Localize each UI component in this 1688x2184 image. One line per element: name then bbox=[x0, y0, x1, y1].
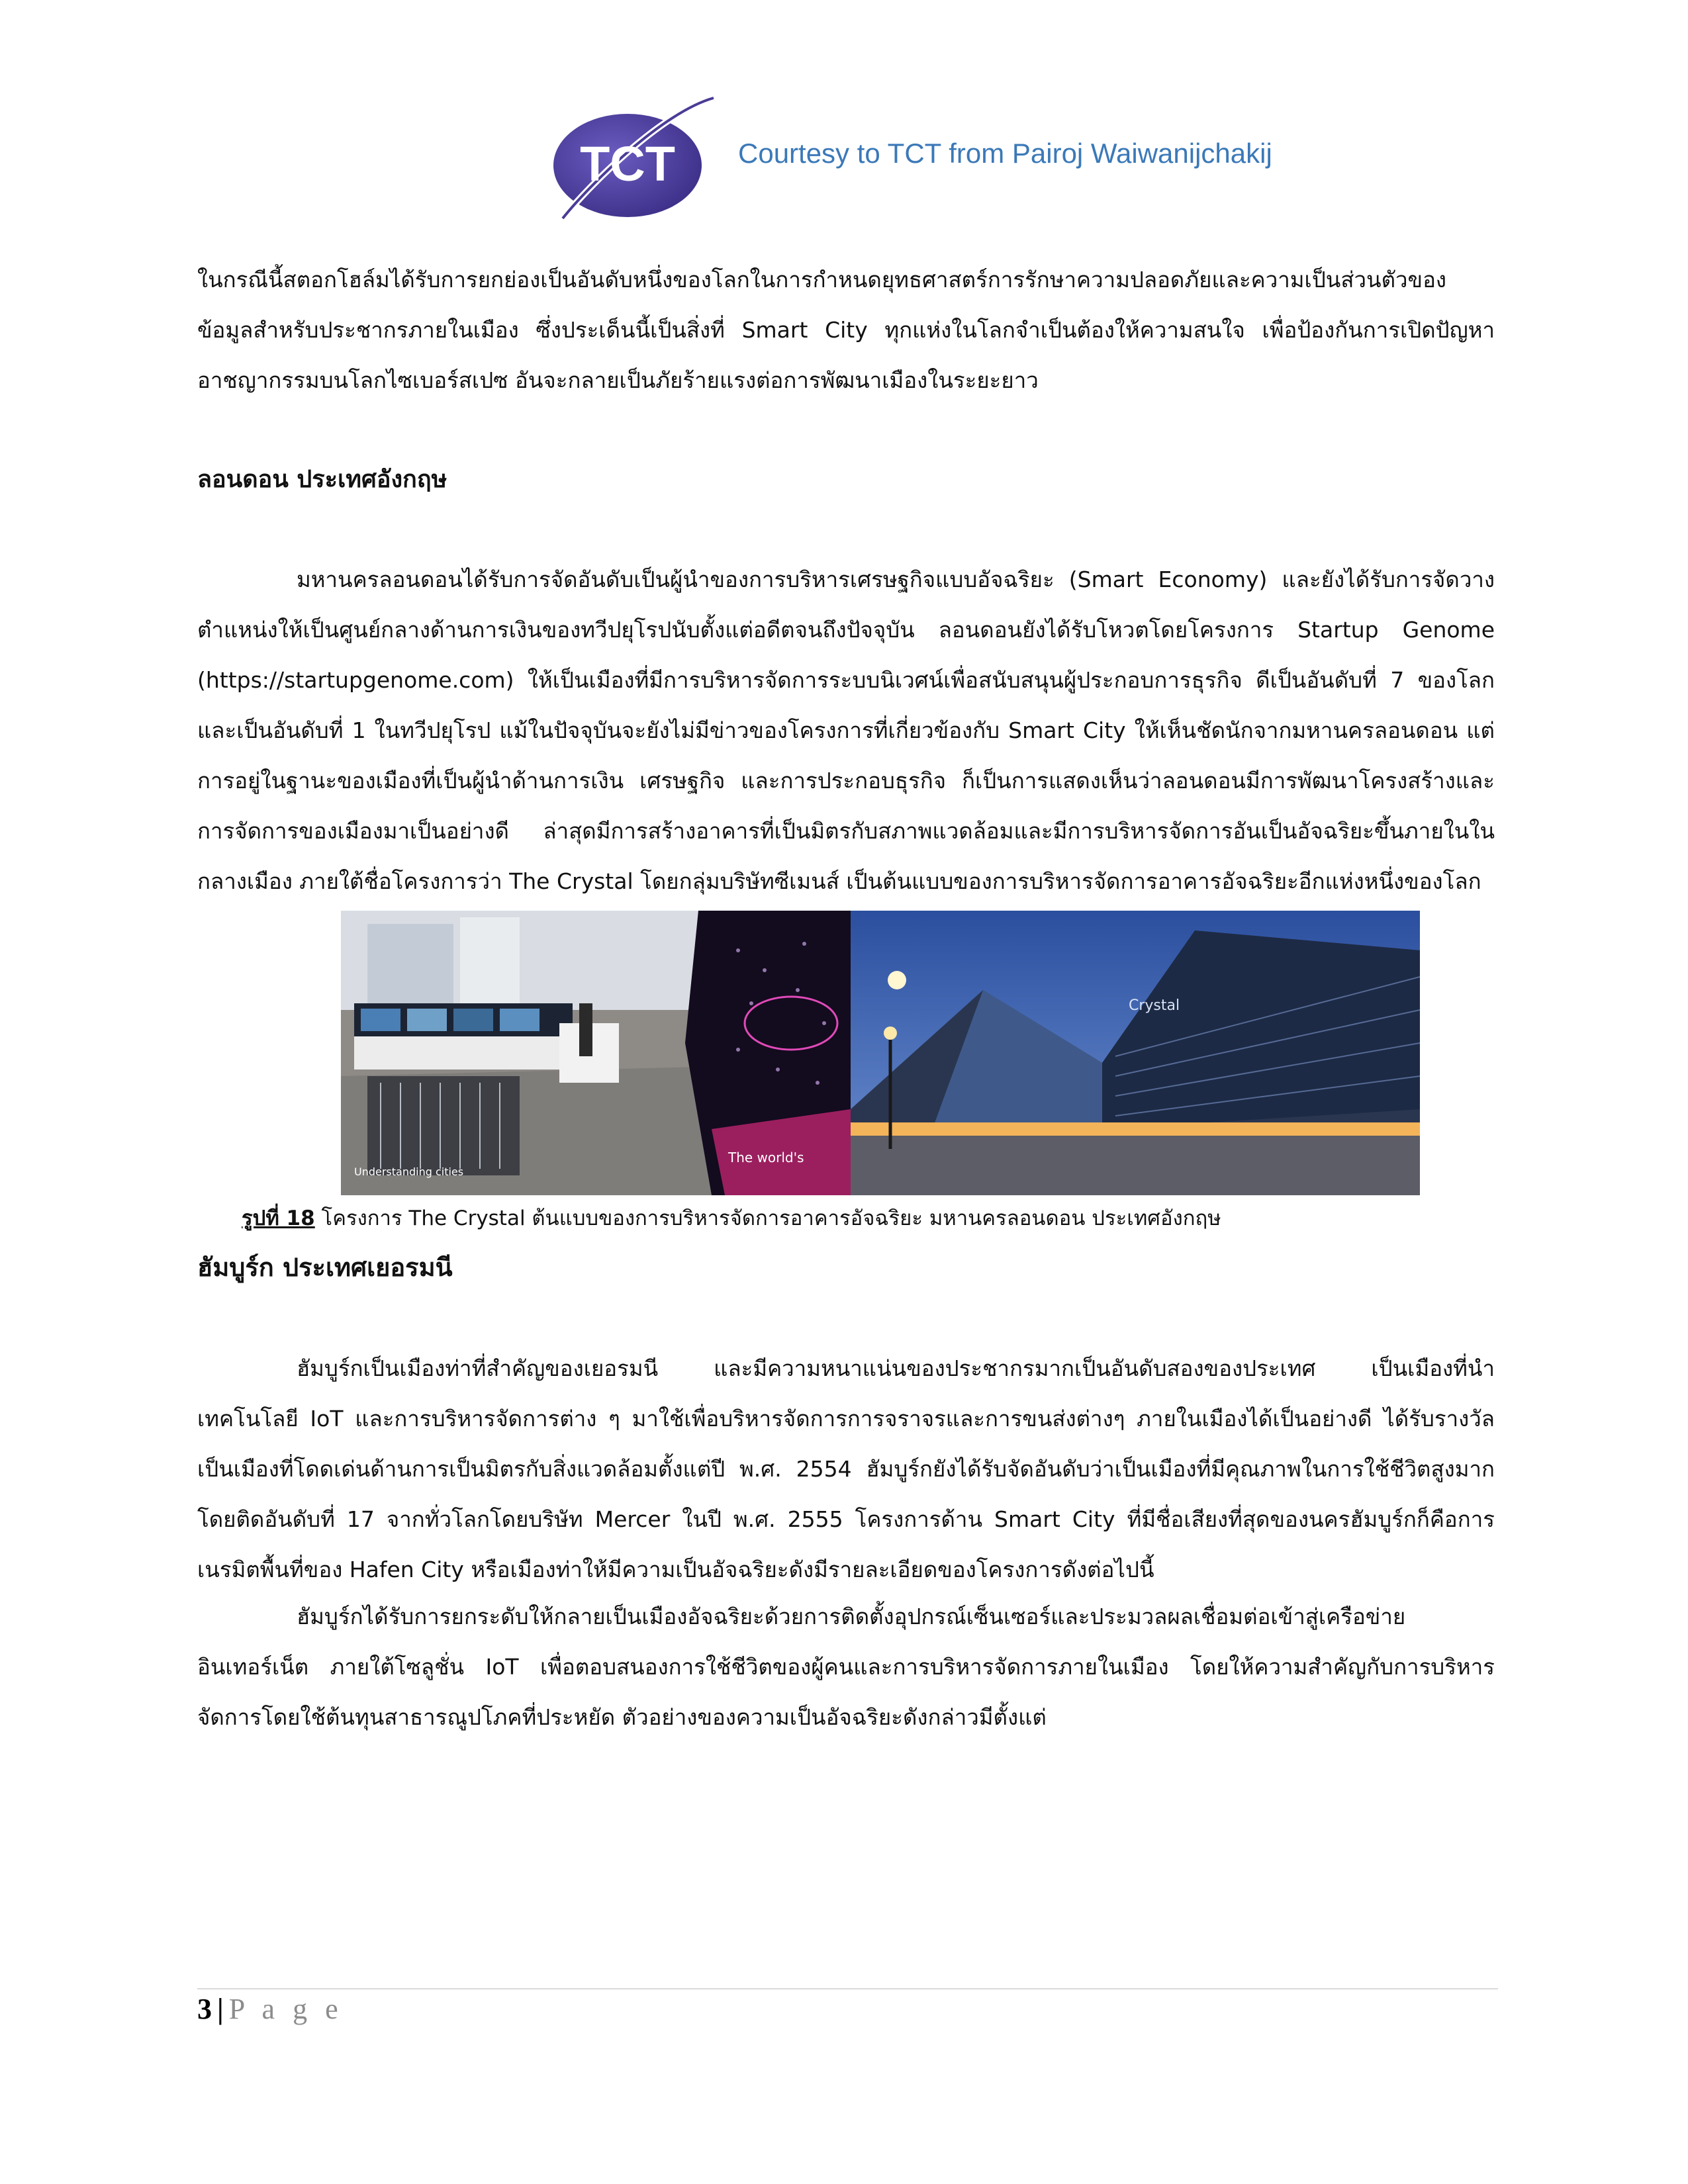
heading-london: ลอนดอน ประเทศอังกฤษ bbox=[197, 466, 447, 493]
svg-text:TCT: TCT bbox=[580, 136, 675, 191]
tct-logo-icon bbox=[549, 86, 722, 232]
paragraph-stockholm: ในกรณีนี้สตอกโฮล์มได้รับการยกย่องเป็นอันดับหนึ่งของโลกในการกำหนดยุทธศาสตร์การรักษาความปลอดภัยและความเป็นส่วนตัวของข้อมูลสำหรับประชากรภายในเมือง ซึ่งประเด็นนี้เป็นสิ่งที่ Smart City ทุกแห่งในโลกจำเป็นต้องให้ความสนใจ เพื่อป้องกันการเปิดปัญหาอาชญากรรมบนโลกไซเบอร์สเปซ อันจะกลายเป็นภัยร้ายแรงต่อการพัฒนาเมืองในระยะยาว bbox=[197, 267, 1495, 393]
figure-caption bbox=[242, 1201, 1221, 1234]
footer-separator: | bbox=[217, 1993, 224, 2025]
header-logo bbox=[549, 86, 1272, 232]
photo-crystal-exterior bbox=[851, 911, 1420, 1195]
page-label: P a g e bbox=[228, 1993, 344, 2025]
courtesy-text: Courtesy to TCT from Pairoj Waiwanijchakij bbox=[738, 138, 1272, 169]
page-footer bbox=[197, 1992, 344, 2026]
figure-caption-label: รูปที่ 18 bbox=[242, 1206, 315, 1230]
svg-text:Understanding cities: Understanding cities bbox=[354, 1165, 464, 1178]
page-number: 3 bbox=[197, 1993, 212, 2025]
svg-text:Crystal: Crystal bbox=[1129, 997, 1180, 1014]
svg-text:The world's: The world's bbox=[728, 1150, 804, 1165]
paragraph-hamburg-1: ฮัมบูร์กเป็นเมืองท่าที่สำคัญของเยอรมนี และมีความหนาแน่นของประชากรมากเป็นอันดับสองของประเทศ เป็นเมืองที่นำเทคโนโลยี IoT และการบริหารจัดการต่าง ๆ มาใช้เพื่อบริหารจัดการการจราจรและการขนส่งต่างๆ ภายในเมืองได้เป็นอย่างดี ได้รับรางวัลเป็นเมืองที่โดดเด่นด้านการเป็นมิตรกับสิ่งแวดล้อมตั้งแต่ปี พ.ศ. 2554 ฮัมบูร์กยังได้รับจัดอันดับว่าเป็นเมืองที่มีคุณภาพในการใช้ชีวิตสูงมาก โดยติดอันดับที่ 17 จากทั่วโลกโดยบริษัท Mercer ในปี พ.ศ. 2555 โครงการด้าน Smart City ที่มีชื่อเสียงที่สุดของนครฮัมบูร์กก็คือการเนรมิตพื้นที่ของ Hafen City หรือเมืองท่าให้มีความเป็นอัจฉริยะดังมีรายละเอียดของโครงการดังต่อไปนี้ bbox=[197, 1355, 1495, 1582]
figure-caption-text: โครงการ The Crystal ต้นแบบของการบริหารจัดการอาคารอัจฉริยะ มหานครลอนดอน ประเทศอังกฤษ bbox=[314, 1206, 1221, 1230]
paragraph-hamburg-2: ฮัมบูร์กได้รับการยกระดับให้กลายเป็นเมืองอัจฉริยะด้วยการติดตั้งอุปกรณ์เซ็นเซอร์และประมวลผลเชื่อมต่อเข้าสู่เครือข่ายอินเทอร์เน็ต ภายใต้โซลูชั่น IoT เพื่อตอบสนองการใช้ชีวิตของผู้คนและการบริหารจัดการภายในเมือง โดยให้ความสำคัญกับการบริหารจัดการโดยใช้ต้นทุนสาธารณูปโภคที่ประหยัด ตัวอย่างของความเป็นอัจฉริยะดังกล่าวมีตั้งแต่ bbox=[197, 1604, 1495, 1730]
figure-the-crystal bbox=[341, 911, 1420, 1195]
footer-divider bbox=[197, 1988, 1498, 1989]
heading-hamburg: ฮัมบูร์ก ประเทศเยอรมนี bbox=[197, 1253, 453, 1282]
photo-crystal-interior bbox=[341, 911, 851, 1195]
paragraph-london: มหานครลอนดอนได้รับการจัดอันดับเป็นผู้นำของการบริหารเศรษฐกิจแบบอัจฉริยะ (Smart Economy) และยังได้รับการจัดวางตำแหน่งให้เป็นศูนย์กลางด้านการเงินของทวีปยุโรปนับตั้งแต่อดีตจนถึงปัจจุบัน ลอนดอนยังได้รับโหวตโดยโครงการ Startup Genome (https://startupgenome.com) ให้เป็นเมืองที่มีการบริหารจัดการระบบนิเวศน์เพื่อสนับสนุนผู้ประกอบการธุรกิจ ดีเป็นอันดับที่ 7 ของโลก และเป็นอันดับที่ 1 ในทวีปยุโรป แม้ในปัจจุบันจะยังไม่มีข่าวของโครงการที่เกี่ยวข้องกับ Smart City ให้เห็นชัดนักจากมหานครลอนดอน แต่การอยู่ในฐานะของเมืองที่เป็นผู้นำด้านการเงิน เศรษฐกิจ และการประกอบธุรกิจ ก็เป็นการแสดงเห็นว่าลอนดอนมีการพัฒนาโครงสร้างและการจัดการของเมืองมาเป็นอย่างดี ล่าสุดมีการสร้างอาคารที่เป็นมิตรกับสภาพแวดล้อมและมีการบริหารจัดการอันเป็นอัจฉริยะขึ้นภายในในกลางเมือง ภายใต้ชื่อโครงการว่า The Crystal โดยกลุ่มบริษัทซีเมนส์ เป็นต้นแบบของการบริหารจัดการอาคารอัจฉริยะอีกแห่งหนึ่งของโลก bbox=[197, 567, 1495, 894]
